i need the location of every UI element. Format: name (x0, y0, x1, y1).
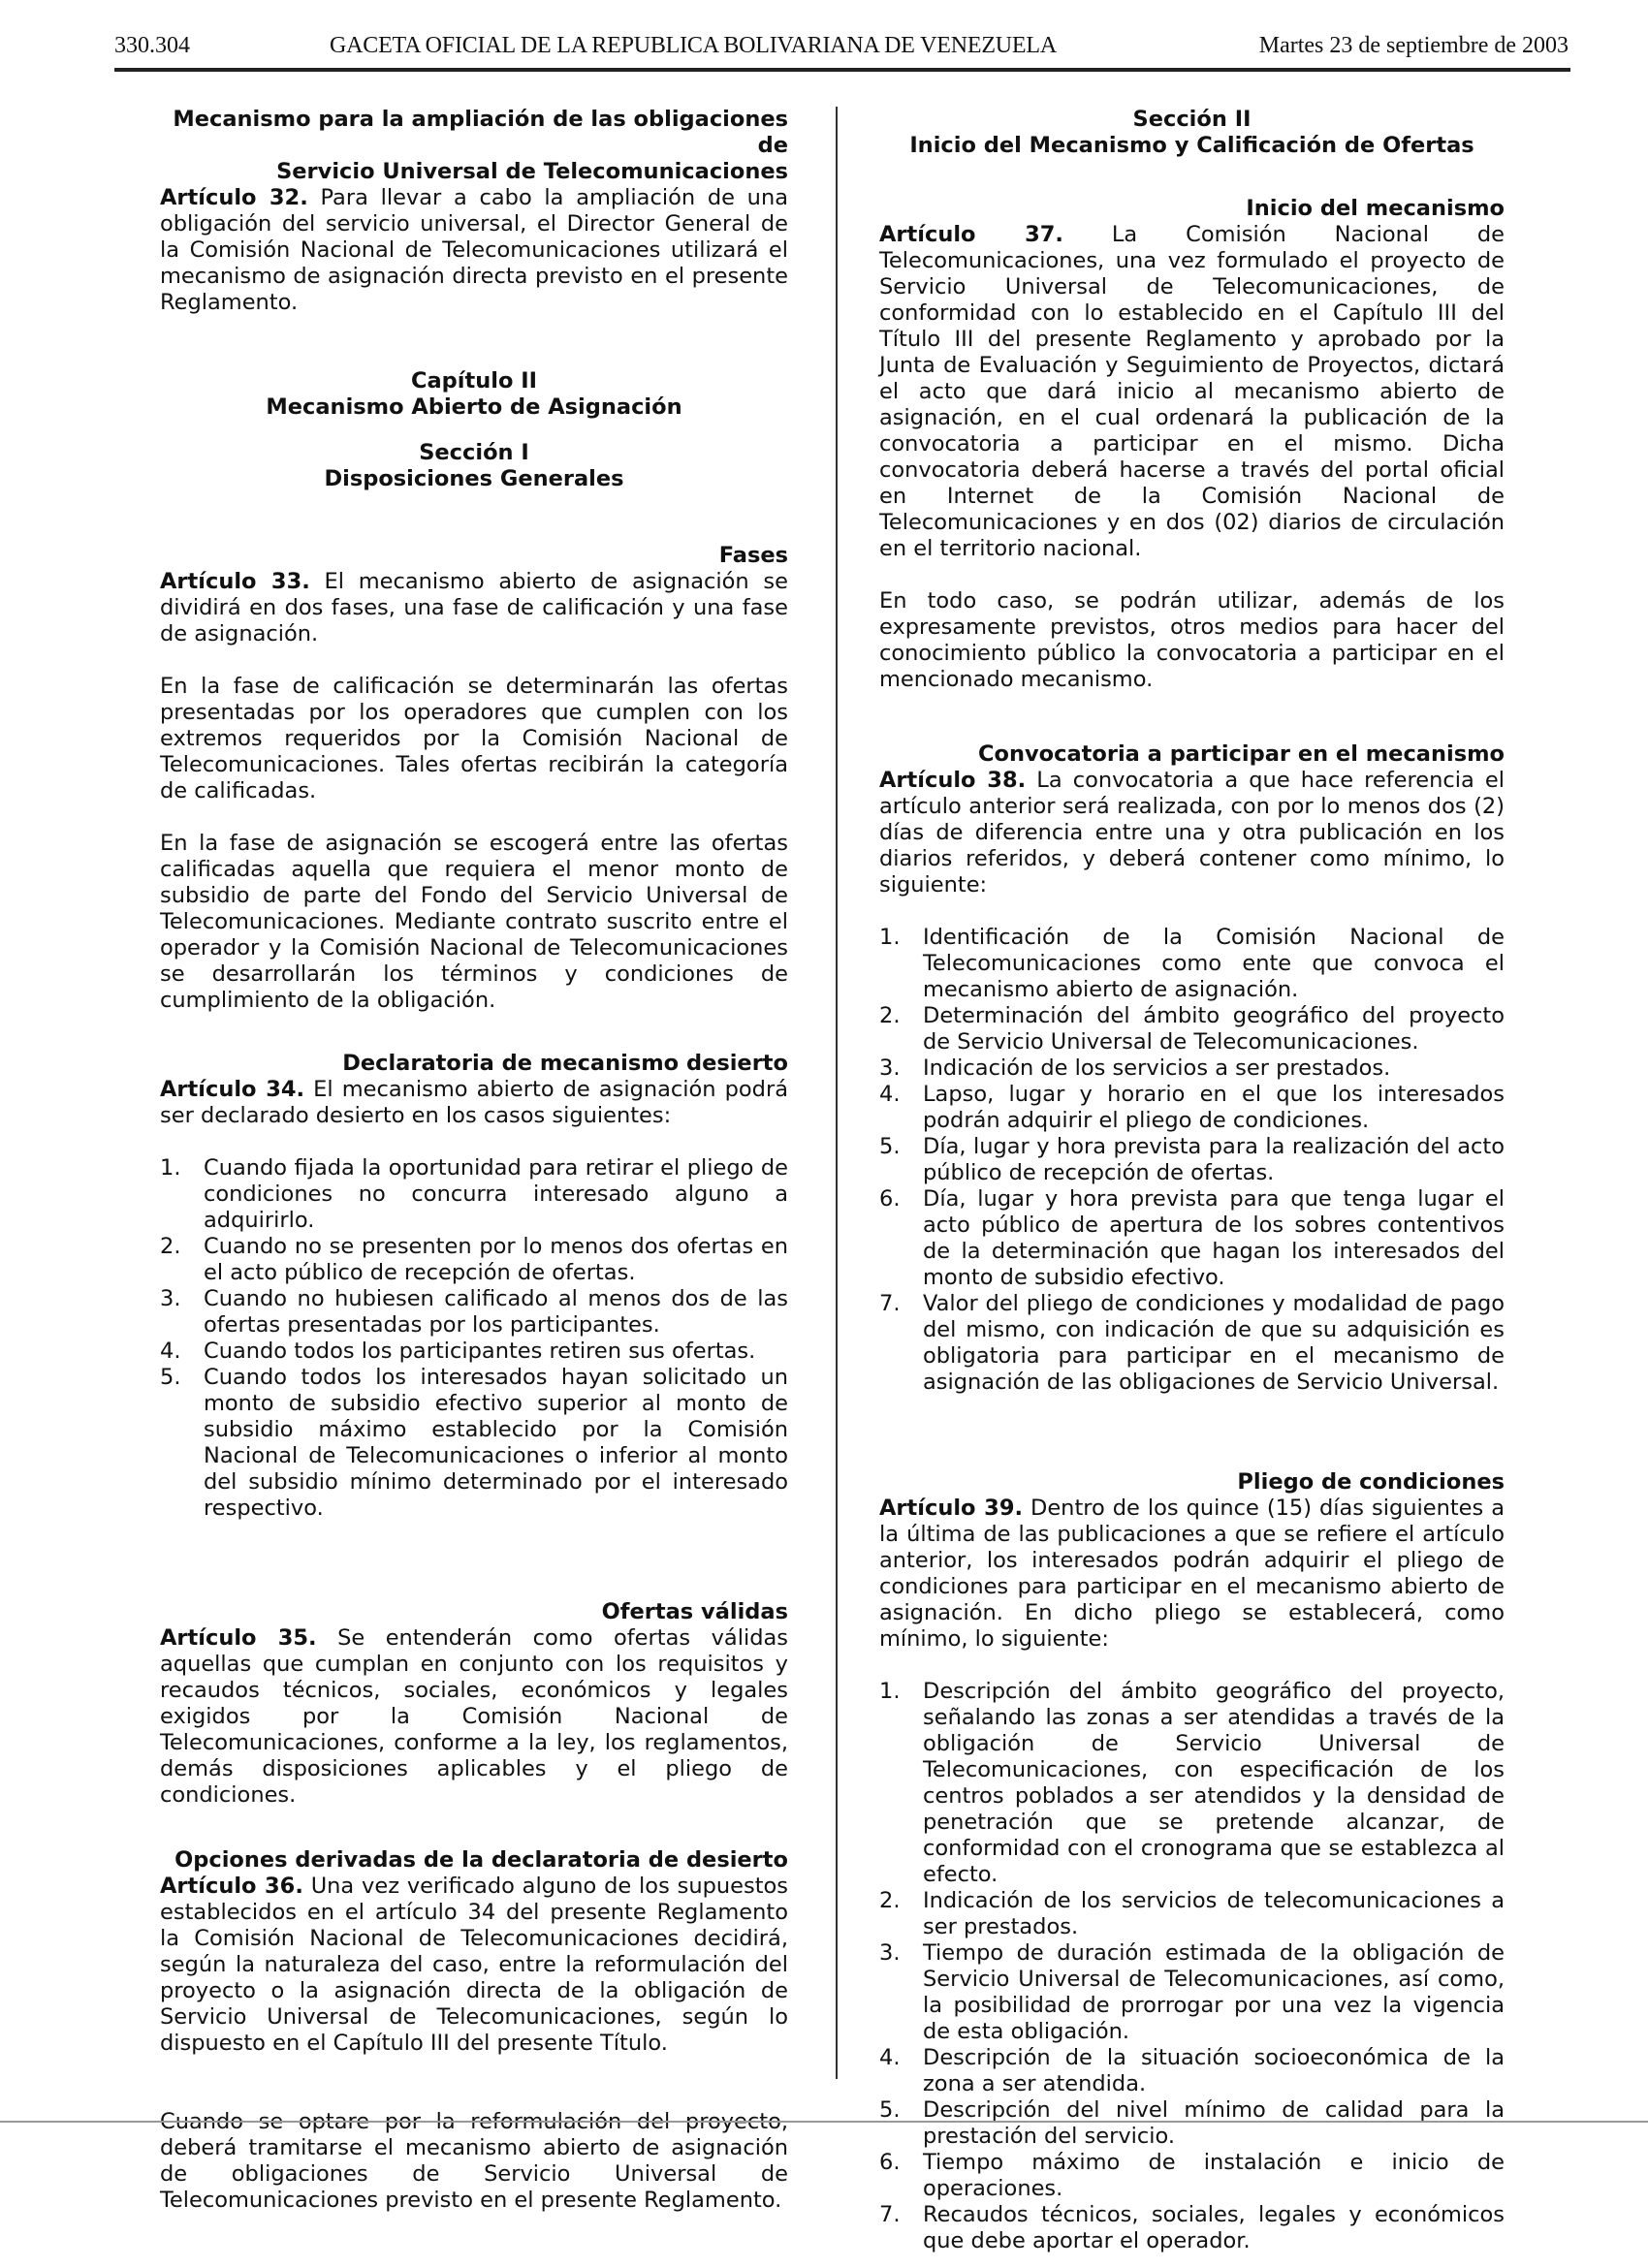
list-item (879, 1291, 1505, 1396)
article-text: La convocatoria a que hace referencia el artículo anterior será realizada, con por lo menos dos (2) días de diferencia entre una y otra publicación en los diarios referidos, y deberá contener como mínimo, lo siguiente: (879, 768, 1505, 898)
page-bottom-rule (0, 2121, 1648, 2123)
heading-validas: Ofertas válidas (601, 1599, 788, 1624)
article-label: Artículo 38. (879, 768, 1027, 793)
article-35 (160, 1625, 788, 1809)
list-text: Identificación de la Comisión Nacional de Telecomunicaciones como ente que convoca el mecanismo abierto de asignación. (923, 925, 1505, 1002)
list-number: 1. (879, 1679, 901, 1704)
list-text: Indicación de los servicios de telecomunicaciones a ser prestados. (923, 1888, 1505, 1939)
list-item (879, 1940, 1505, 2045)
page-number: 330.304 (114, 33, 190, 58)
list-number: 3. (160, 1286, 181, 1311)
column-divider (836, 107, 838, 2079)
list-item (879, 1186, 1505, 1291)
list-item (879, 2097, 1505, 2150)
list-item (879, 925, 1505, 1003)
section-heading (160, 440, 788, 492)
article-text: El mecanismo abierto de asignación se dividirá en dos fases, una fase de calificación y una fase de asignación. (160, 569, 789, 646)
header-rule (114, 68, 1570, 72)
paragraph: Cuando se optare por la reformulación del proyecto, deberá tramitarse el mecanismo abierto de asignación de obligaciones de Servicio Universal de Telecomunicaciones previsto en el presente Reglamento. (160, 2109, 788, 2213)
section-heading (879, 107, 1505, 159)
art39-list (879, 1679, 1505, 2254)
list-text: Valor del pliego de condiciones y modalidad de pago del mismo, con indicación de que su adquisición es obligatoria para participar en el mecanismo de asignación de las obligaciones de Servicio Universal. (923, 1291, 1505, 1395)
list-number: 4. (879, 2045, 901, 2070)
article-label: Artículo 39. (879, 1496, 1024, 1521)
list-item (879, 1082, 1505, 1134)
list-item (879, 2150, 1505, 2202)
article-text: El mecanismo abierto de asignación podrá ser declarado desierto en los casos siguientes: (160, 1077, 788, 1128)
list-number: 7. (879, 2202, 901, 2227)
list-item (879, 1134, 1505, 1186)
issue-date: Martes 23 de septiembre de 2003 (1258, 33, 1569, 58)
article-37 (879, 222, 1505, 562)
article-32 (160, 185, 788, 316)
article-label: Artículo 35. (160, 1625, 317, 1651)
list-item (879, 1003, 1505, 1055)
section-number: Sección II (1132, 107, 1252, 132)
list-text: Cuando todos los interesados hayan solicitado un monto de subsidio efectivo superior al monto de subsidio máximo establecido por la Comisión Nacional de Telecomunicaciones o inferior al monto del subsidio mínimo determinado por el interesado respectivo. (204, 1365, 788, 1521)
heading-line: Mecanismo para la ampliación de las obligaciones de (173, 107, 788, 158)
gazette-title: GACETA OFICIAL DE LA REPUBLICA BOLIVARIANA DE VENEZUELA (330, 33, 1057, 58)
article-text: La Comisión Nacional de Telecomunicaciones, una vez formulado el proyecto de Servicio Universal de Telecomunicaciones, de conformidad con lo establecido en el Capítulo III del Título III del presente Reglamento y aprobado por la Junta de Evaluación y Seguimiento de Proyectos, dictará el acto que dará inicio al mecanismo abierto de asignación, en el cual ordenará la publicación de la convocatoria a participar en el mismo. Dicha convocatoria deberá hacerse a través del portal oficial en Internet de la Comisión Nacional de Telecomunicaciones y en dos (02) diarios de circulación en el territorio nacional. (879, 222, 1505, 561)
list-text: Cuando no hubiesen calificado al menos dos de las ofertas presentadas por los participantes. (204, 1286, 788, 1338)
heading-ampliacion (160, 107, 788, 185)
section-title: Disposiciones Generales (324, 466, 624, 491)
list-text: Recaudos técnicos, sociales, legales y económicos que debe aportar el operador. (923, 2202, 1505, 2253)
chapter-title: Mecanismo Abierto de Asignación (266, 394, 682, 420)
paragraph: En la fase de asignación se escogerá entre las ofertas calificadas aquella que requiera el menor monto de subsidio de parte del Fondo del Servicio Universal de Telecomunicaciones. Mediante contrato suscrito entre el operador y la Comisión Nacional de Telecomunicaciones se desarrollarán los términos y condiciones de cumplimiento de la obligación. (160, 831, 788, 1013)
article-39 (879, 1496, 1505, 1653)
list-number: 1. (879, 925, 901, 950)
list-number: 3. (879, 1055, 901, 1081)
list-number: 7. (879, 1291, 901, 1316)
heading-fases: Fases (718, 543, 788, 568)
list-item (879, 1888, 1505, 1940)
section-title: Inicio del Mecanismo y Calificación de Ofertas (909, 133, 1474, 158)
list-text: Cuando todos los participantes retiren sus ofertas. (204, 1339, 756, 1364)
paragraph: En la fase de calificación se determinarán las ofertas presentadas por los operadores que cumplen con los extremos requeridos por la Comisión Nacional de Telecomunicaciones. Tales ofertas recibirán la categoría de calificadas. (160, 674, 788, 803)
list-text: Cuando fijada la oportunidad para retirar el pliego de condiciones no concurra interesado alguno a adquirirlo. (204, 1155, 788, 1233)
left-column (160, 107, 788, 2214)
list-number: 5. (160, 1365, 181, 1390)
article-text: Dentro de los quince (15) días siguientes a la última de las publicaciones a que se refiere el artículo anterior, los interesados podrán adquirir el pliego de condiciones para participar en el mecanismo abierto de asignación. En dicho pliego se establecerá, como mínimo, lo siguiente: (879, 1496, 1505, 1652)
article-label: Artículo 34. (160, 1077, 305, 1102)
list-text: Lapso, lugar y horario en el que los interesados podrán adquirir el pliego de condiciones. (923, 1082, 1505, 1133)
list-text: Descripción del ámbito geográfico del proyecto, señalando las zonas a ser atendidas a través de la obligación de Servicio Universal de Telecomunicaciones, con especificación de los centros poblados a ser atendidos y la densidad de penetración que se pretende alcanzar, de conformidad con el cronograma que se establezca al efecto. (923, 1679, 1505, 1887)
list-number: 2. (879, 1888, 901, 1913)
article-label: Artículo 37. (879, 222, 1063, 247)
list-number: 2. (879, 1003, 901, 1028)
art38-list (879, 925, 1505, 1396)
article-text: Una vez verificado alguno de los supuestos establecidos en el artículo 34 del presente Reglamento la Comisión Nacional de Telecomunicaciones decidirá, según la naturaleza del caso, entre la reformulación del proyecto o la asignación directa de la obligación de Servicio Universal de Telecomunicaciones, según lo dispuesto en el Capítulo III del presente Título. (160, 1874, 789, 2056)
article-label: Artículo 36. (160, 1874, 303, 1899)
list-item (879, 1679, 1505, 1888)
art34-list (160, 1155, 788, 1522)
list-item (160, 1234, 788, 1286)
list-text: Día, lugar y hora prevista para que tenga lugar el acto público de apertura de los sobres contentivos de la determinación que hagan los interesados del monto de subsidio efectivo. (923, 1186, 1505, 1290)
heading-convocatoria: Convocatoria a participar en el mecanismo (978, 741, 1505, 767)
heading-line: Servicio Universal de Telecomunicaciones (276, 159, 788, 184)
list-number: 2. (160, 1234, 181, 1259)
list-text: Descripción de la situación socioeconómica de la zona a ser atendida. (923, 2045, 1505, 2096)
list-number: 4. (879, 1082, 901, 1107)
article-label: Artículo 33. (160, 569, 310, 594)
heading-pliego: Pliego de condiciones (1237, 1469, 1505, 1495)
list-item (160, 1155, 788, 1234)
article-38 (879, 768, 1505, 898)
list-text: Indicación de los servicios a ser prestados. (923, 1055, 1391, 1081)
article-36 (160, 1874, 788, 2057)
right-column (879, 107, 1505, 2254)
list-number: 6. (879, 1186, 901, 1212)
list-text: Determinación del ámbito geográfico del proyecto de Servicio Universal de Telecomunicaciones. (923, 1003, 1505, 1055)
list-text: Día, lugar y hora prevista para la realización del acto público de recepción de ofertas. (923, 1134, 1505, 1185)
chapter-number: Capítulo II (410, 368, 538, 394)
article-33 (160, 569, 788, 647)
page-header (114, 29, 1569, 68)
list-text: Tiempo máximo de instalación e inicio de operaciones. (923, 2150, 1505, 2201)
list-item (160, 1365, 788, 1522)
article-text: Para llevar a cabo la ampliación de una obligación del servicio universal, el Director General de la Comisión Nacional de Telecomunicaciones utilizará el mecanismo de asignación directa previsto en el presente Reglamento. (160, 185, 788, 315)
heading-desierto: Declaratoria de mecanismo desierto (342, 1051, 788, 1076)
list-item (160, 1339, 788, 1365)
article-34 (160, 1077, 788, 1129)
list-number: 1. (160, 1155, 181, 1181)
list-number: 5. (879, 2097, 901, 2123)
paragraph: En todo caso, se podrán utilizar, además de los expresamente previstos, otros medios para hacer del conocimiento público la convocatoria a participar en el mencionado mecanismo. (879, 588, 1505, 692)
section-number: Sección I (419, 440, 529, 465)
list-number: 4. (160, 1339, 181, 1364)
article-label: Artículo 32. (160, 185, 308, 210)
list-text: Descripción del nivel mínimo de calidad para la prestación del servicio. (923, 2097, 1505, 2149)
list-text: Tiempo de duración estimada de la obligación de Servicio Universal de Telecomunicaciones, así como, la posibilidad de prorrogar por una vez la vigencia de esta obligación. (923, 1940, 1505, 2044)
list-item (879, 2202, 1505, 2254)
list-number: 3. (879, 1940, 901, 1966)
list-item (160, 1286, 788, 1339)
heading-inicio: Inicio del mecanismo (1246, 196, 1505, 221)
list-number: 5. (879, 1134, 901, 1159)
article-text: Se entenderán como ofertas válidas aquellas que cumplan en conjunto con los requisitos y recaudos técnicos, sociales, económicos y legales exigidos por la Comisión Nacional de Telecomunicaciones, conforme a la ley, los reglamentos, demás disposiciones aplicables y el pliego de condiciones. (160, 1625, 788, 1808)
list-text: Cuando no se presenten por lo menos dos ofertas en el acto público de recepción de ofertas. (204, 1234, 788, 1285)
chapter-heading (160, 368, 788, 421)
list-number: 6. (879, 2150, 901, 2175)
heading-opciones: Opciones derivadas de la declaratoria de desierto (174, 1847, 788, 1873)
list-item (879, 2045, 1505, 2097)
list-item (879, 1055, 1505, 1082)
